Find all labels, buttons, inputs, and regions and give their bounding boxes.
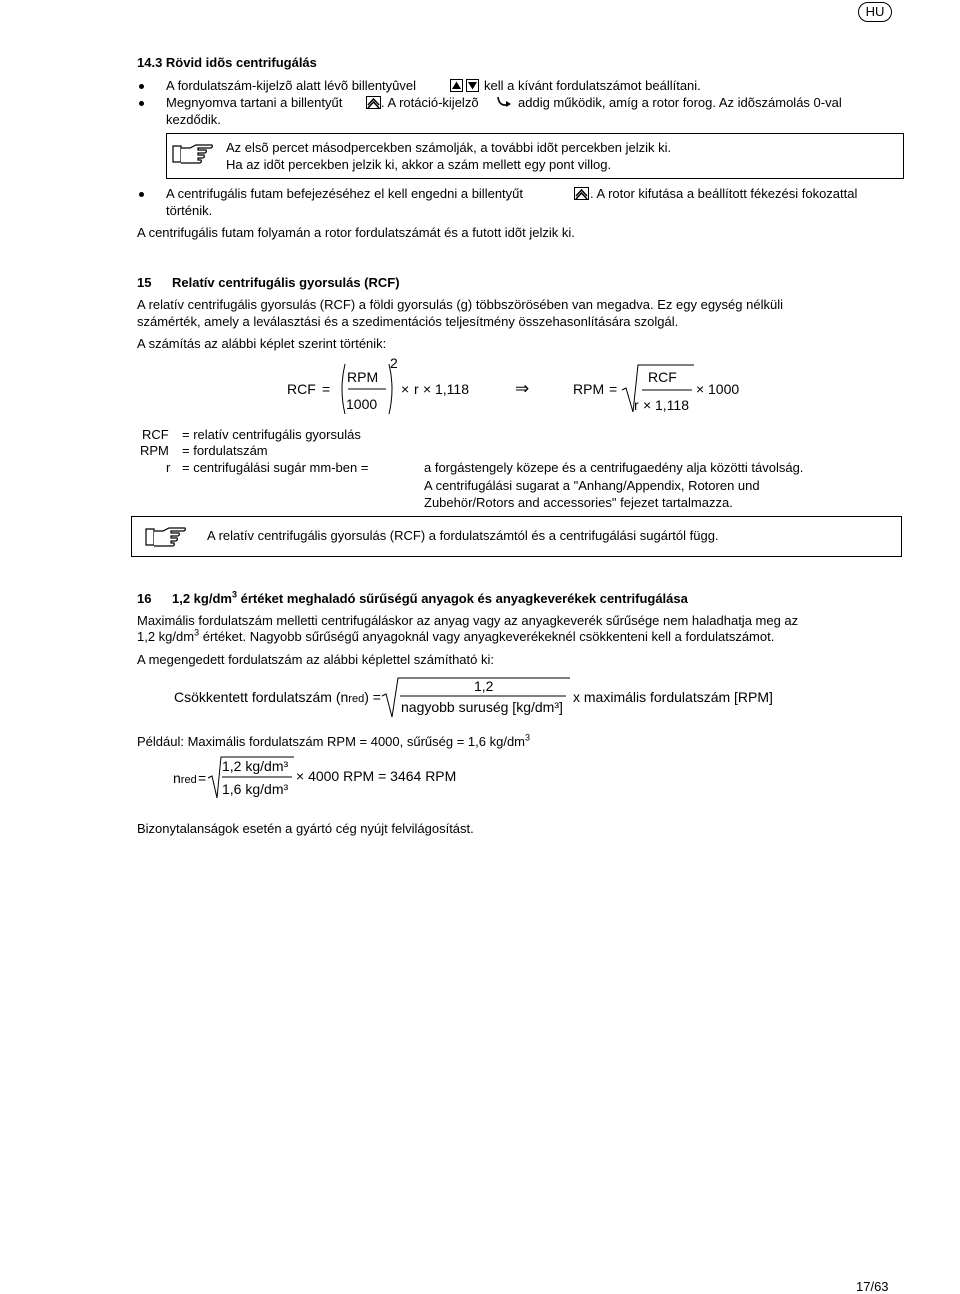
- formula-rcf-times-2: ×: [423, 381, 432, 397]
- section-14-3-paragraph: A centrifugális futam folyamán a rotor fordulatszámát és a futott idõt jelzik ki.: [137, 225, 575, 240]
- section-15-title: Relatív centrifugális gyorsulás (RCF): [172, 275, 400, 290]
- example-text: Például: Maximális fordulatszám RPM = 4000, sűrűség = 1,6 $kg/dm^3$: [137, 732, 531, 749]
- def-symbol-r: r: [166, 460, 171, 475]
- formula-rpm-r: r: [634, 397, 639, 413]
- pulse-key-icon: [366, 96, 381, 112]
- formula-rcf-r: r: [414, 381, 419, 397]
- formula-rpm-constant: 1,118: [655, 397, 689, 413]
- section-16-title: 1,2 $kg/dm^3$ értéket meghaladó sűrűségű anyagok és anyagkeverékek centrifugálása: [172, 589, 688, 606]
- r-description-line-1: a forgástengely közepe és a centrifugaedény alja közötti távolság.: [424, 460, 804, 475]
- bullet-2-text-d: kezdődik.: [166, 112, 221, 127]
- formula-rcf-times: ×: [401, 381, 410, 397]
- pointing-hand-icon: [172, 143, 214, 168]
- bullet: [139, 192, 144, 197]
- formula-rcf-numerator: RPM: [347, 369, 379, 385]
- formula-rpm-numerator: RCF: [648, 369, 677, 385]
- bullet-3-text-b: . A rotor kifutása a beállított fékezési fokozattal: [590, 186, 858, 201]
- pulse-key-icon: [574, 187, 589, 203]
- formula-reduced-numerator: 1,2: [474, 678, 494, 694]
- bullet-2-text-a: Megnyomva tartani a billentyűt: [166, 95, 343, 110]
- def-symbol-rpm: RPM: [140, 443, 169, 458]
- formula-reduced-lhs: Csökkentett fordulatszám (nred) =: [174, 689, 381, 705]
- bullet: [139, 101, 144, 106]
- formula-rcf-constant: 1,118: [435, 381, 469, 397]
- note-1-line-2: Ha az idõt percekben jelzik ki, akkor a szám mellett egy pont villog.: [226, 157, 612, 172]
- bullet-2-text-c: addig működik, amíg a rotor forog. Az idõszámolás 0-val: [518, 95, 842, 110]
- arrow-up-key-icon: [450, 79, 463, 95]
- bullet-3-text-a: A centrifugális futam befejezéséhez el kell engedni a billentyűt: [166, 186, 523, 201]
- formula-rcf-exponent: 2: [390, 355, 398, 371]
- r-description-line-2: A centrifugálási sugarat a "Anhang/Appendix, Rotoren und: [424, 478, 760, 493]
- section-16-number: 16: [137, 591, 152, 606]
- rotation-indicator-icon: [496, 94, 514, 111]
- formula-rcf-lhs: RCF: [287, 381, 316, 397]
- def-symbol-rcf: RCF: [142, 427, 169, 442]
- formula-rcf-denominator: 1000: [346, 396, 378, 412]
- arrow-down-key-icon: [466, 79, 479, 95]
- def-desc-rcf: = relatív centrifugális gyorsulás: [182, 427, 361, 442]
- formula-example-numerator: 1,2 kg/dm³: [222, 758, 289, 774]
- formula-reduced-tail: x maximális fordulatszám [RPM]: [573, 689, 773, 705]
- pointing-hand-icon: [145, 526, 187, 551]
- formula-rpm-times-2: ×: [696, 381, 705, 397]
- bullet-1-text-b: kell a kívánt fordulatszámot beállítani.: [484, 78, 701, 93]
- def-desc-r: = centrifugálási sugár mm-ben =: [182, 460, 369, 475]
- formula-rcf-equals: =: [322, 381, 331, 397]
- formula-example-denominator: 1,6 kg/dm³: [222, 781, 289, 797]
- r-description-line-3: Zubehör/Rotors and accessories" fejezet tartalmazza.: [424, 495, 733, 510]
- bullet-2-text-b: . A rotáció-kijelzõ: [381, 95, 479, 110]
- bullet: [139, 84, 144, 89]
- formula-rpm-equals: =: [609, 381, 618, 397]
- def-desc-rpm: = fordulatszám: [182, 443, 268, 458]
- formula-reduced-denominator: nagyobb suruség [kg/dm³]: [401, 699, 563, 715]
- formula-example-tail: × 4000 RPM = 3464 RPM: [296, 768, 457, 784]
- formula-example-equals: =: [198, 770, 207, 786]
- section-16-paragraph-2: 1,2 $kg/dm^3$ értéket. Nagyobb sűrűségű anyagoknál vagy anyagkeverékeknél csökkenteni kell a fordulatszámot.: [137, 627, 775, 644]
- section-14-3-title: 14.3 Rövid idõs centrifugálás: [137, 55, 317, 70]
- bullet-1-text-a: A fordulatszám-kijelzõ alatt lévõ billentyûvel: [166, 78, 417, 93]
- implies-arrow: ⇒: [515, 379, 530, 398]
- formula-rpm-times: ×: [643, 397, 652, 413]
- section-16-paragraph-3: A megengedett fordulatszám az alábbi képlettel számítható ki:: [137, 652, 494, 667]
- bullet-3-text-c: történik.: [166, 203, 213, 218]
- section-15-paragraph-1: A relatív centrifugális gyorsulás (RCF) a földi gyorsulás (g) többszörösében van megadva. Ez egy egység nélküli: [137, 297, 783, 312]
- section-15-paragraph-2: számérték, amely a leválasztási és a szedimentációs teljesítmény összehasonlítására szolgál.: [137, 314, 679, 329]
- section-16-paragraph-1: Maximális fordulatszám melletti centrifugáláskor az anyag vagy az anyagkeverék sűrűsége nem haladhatja meg az: [137, 613, 799, 628]
- formula-rpm-lhs: RPM: [573, 381, 605, 397]
- section-15-number: 15: [137, 275, 152, 290]
- formula-rpm-multiplier: 1000: [708, 381, 740, 397]
- section-16-closing: Bizonytalanságok esetén a gyártó cég nyújt felvilágosítást.: [137, 821, 474, 836]
- note-1-line-1: Az elsõ percet másodpercekben számolják, a további idõt percekben jelzik ki.: [226, 140, 672, 155]
- formula-example-lhs: nred: [173, 770, 197, 786]
- note-2-text: A relatív centrifugális gyorsulás (RCF) a fordulatszámtól és a centrifugálási sugártól függ.: [207, 528, 719, 543]
- page-number: 17/63: [856, 1279, 889, 1294]
- language-badge: HU: [858, 2, 892, 22]
- section-15-paragraph-3: A számítás az alábbi képlet szerint történik:: [137, 336, 387, 351]
